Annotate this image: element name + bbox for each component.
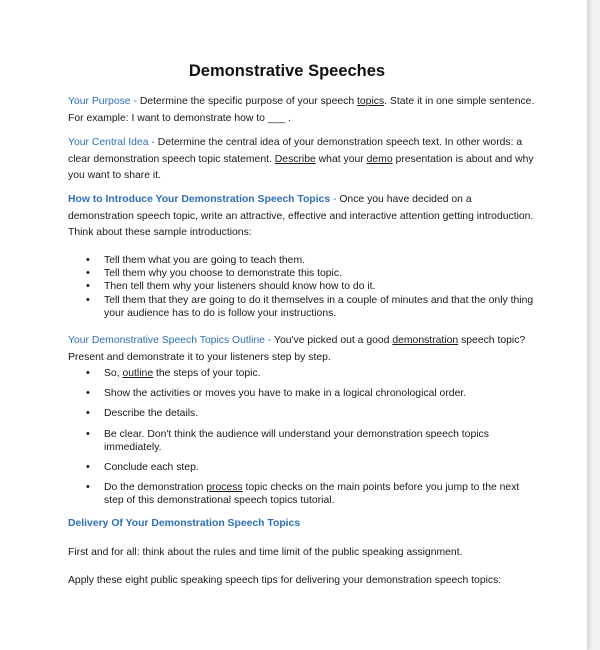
list-item: • Describe the details. (86, 407, 538, 420)
bullet-text: Do the demonstration (104, 482, 207, 494)
central-idea-paragraph (68, 135, 538, 185)
purpose-label: Your Purpose (68, 96, 131, 107)
delivery-paragraph-1: First and for all: think about the rules and time limit of the public speaking assignment. (68, 547, 463, 558)
list-item: • Tell them why you choose to demonstrate this topic. (86, 267, 538, 280)
outline-paragraph (68, 333, 538, 366)
describe-link[interactable]: Describe (274, 153, 316, 165)
outline-bullet-list (86, 367, 538, 515)
intro-text: Once you have decided on a demonstration speech topic, write an attractive, effective and interactive attention getting introduction. Think about these sample introductions: (68, 194, 534, 239)
delivery-paragraph-2: Apply these eight public speaking speech tips for delivering your demonstration speech topics: (68, 575, 502, 586)
purpose-text-end: . State it in one simple sentence. (384, 96, 535, 107)
intro-label: How to Introduce Your Demonstration Speech Topics (68, 194, 331, 205)
intro-sep: - (330, 194, 340, 205)
demonstration-link[interactable]: demonstration (392, 335, 459, 346)
bullet-text: the steps of your topic. (153, 368, 261, 379)
central-idea-label: Your Central Idea (68, 137, 149, 148)
outline-text: You've picked out a good (274, 335, 393, 346)
page-title: Demonstrative Speeches (188, 62, 386, 80)
list-item: • Tell them what you are going to teach them. (86, 254, 538, 267)
central-idea-text-3: presentation is about and why you want to share it. (68, 153, 534, 182)
purpose-sep: - (130, 96, 140, 107)
purpose-text: Determine the specific purpose of your speech (139, 96, 357, 107)
delivery-heading: Delivery Of Your Demonstration Speech Topics (68, 518, 301, 529)
central-idea-sep: - (148, 137, 158, 148)
demo-link[interactable]: demo (366, 153, 393, 165)
purpose-example: For example: I want to demonstrate how to ___ . (68, 112, 291, 124)
bullet-text: So, (104, 368, 123, 379)
list-item: • Be clear. Don't think the audience will understand your demonstration speech topics immediately. (86, 428, 538, 454)
intro-paragraph (68, 192, 538, 242)
list-item: • Then tell them why your listeners should know how to do it. (86, 280, 538, 293)
list-item (86, 367, 538, 380)
outline-link[interactable]: outline (122, 368, 154, 379)
list-item: • Conclude each step. (86, 461, 538, 474)
central-idea-text-2: what your (315, 153, 367, 165)
list-item: • Tell them that they are going to do it themselves in a couple of minutes and that the only thing your audience has to do is follow your instructions. (86, 294, 538, 320)
purpose-paragraph (68, 94, 538, 127)
outline-label: Your Demonstrative Speech Topics Outline (68, 335, 265, 346)
list-item: • Show the activities or moves you have to make in a logical chronological order. (86, 387, 538, 400)
process-link[interactable]: process (206, 482, 243, 494)
intro-bullet-list (86, 254, 538, 320)
list-item (86, 481, 538, 507)
bullet-text: topic checks on the main points before you jump to the next step of this demonstrational speech topics tutorial. (104, 482, 520, 507)
central-idea-text: Determine the central idea of your demonstration speech text. In other words: a clear demonstration speech topic statement. (68, 137, 523, 165)
topics-link[interactable]: topics (357, 96, 385, 107)
outline-text-end: speech topic? Present and demonstrate it to your listeners step by step. (68, 335, 526, 363)
outline-sep: - (264, 335, 275, 346)
